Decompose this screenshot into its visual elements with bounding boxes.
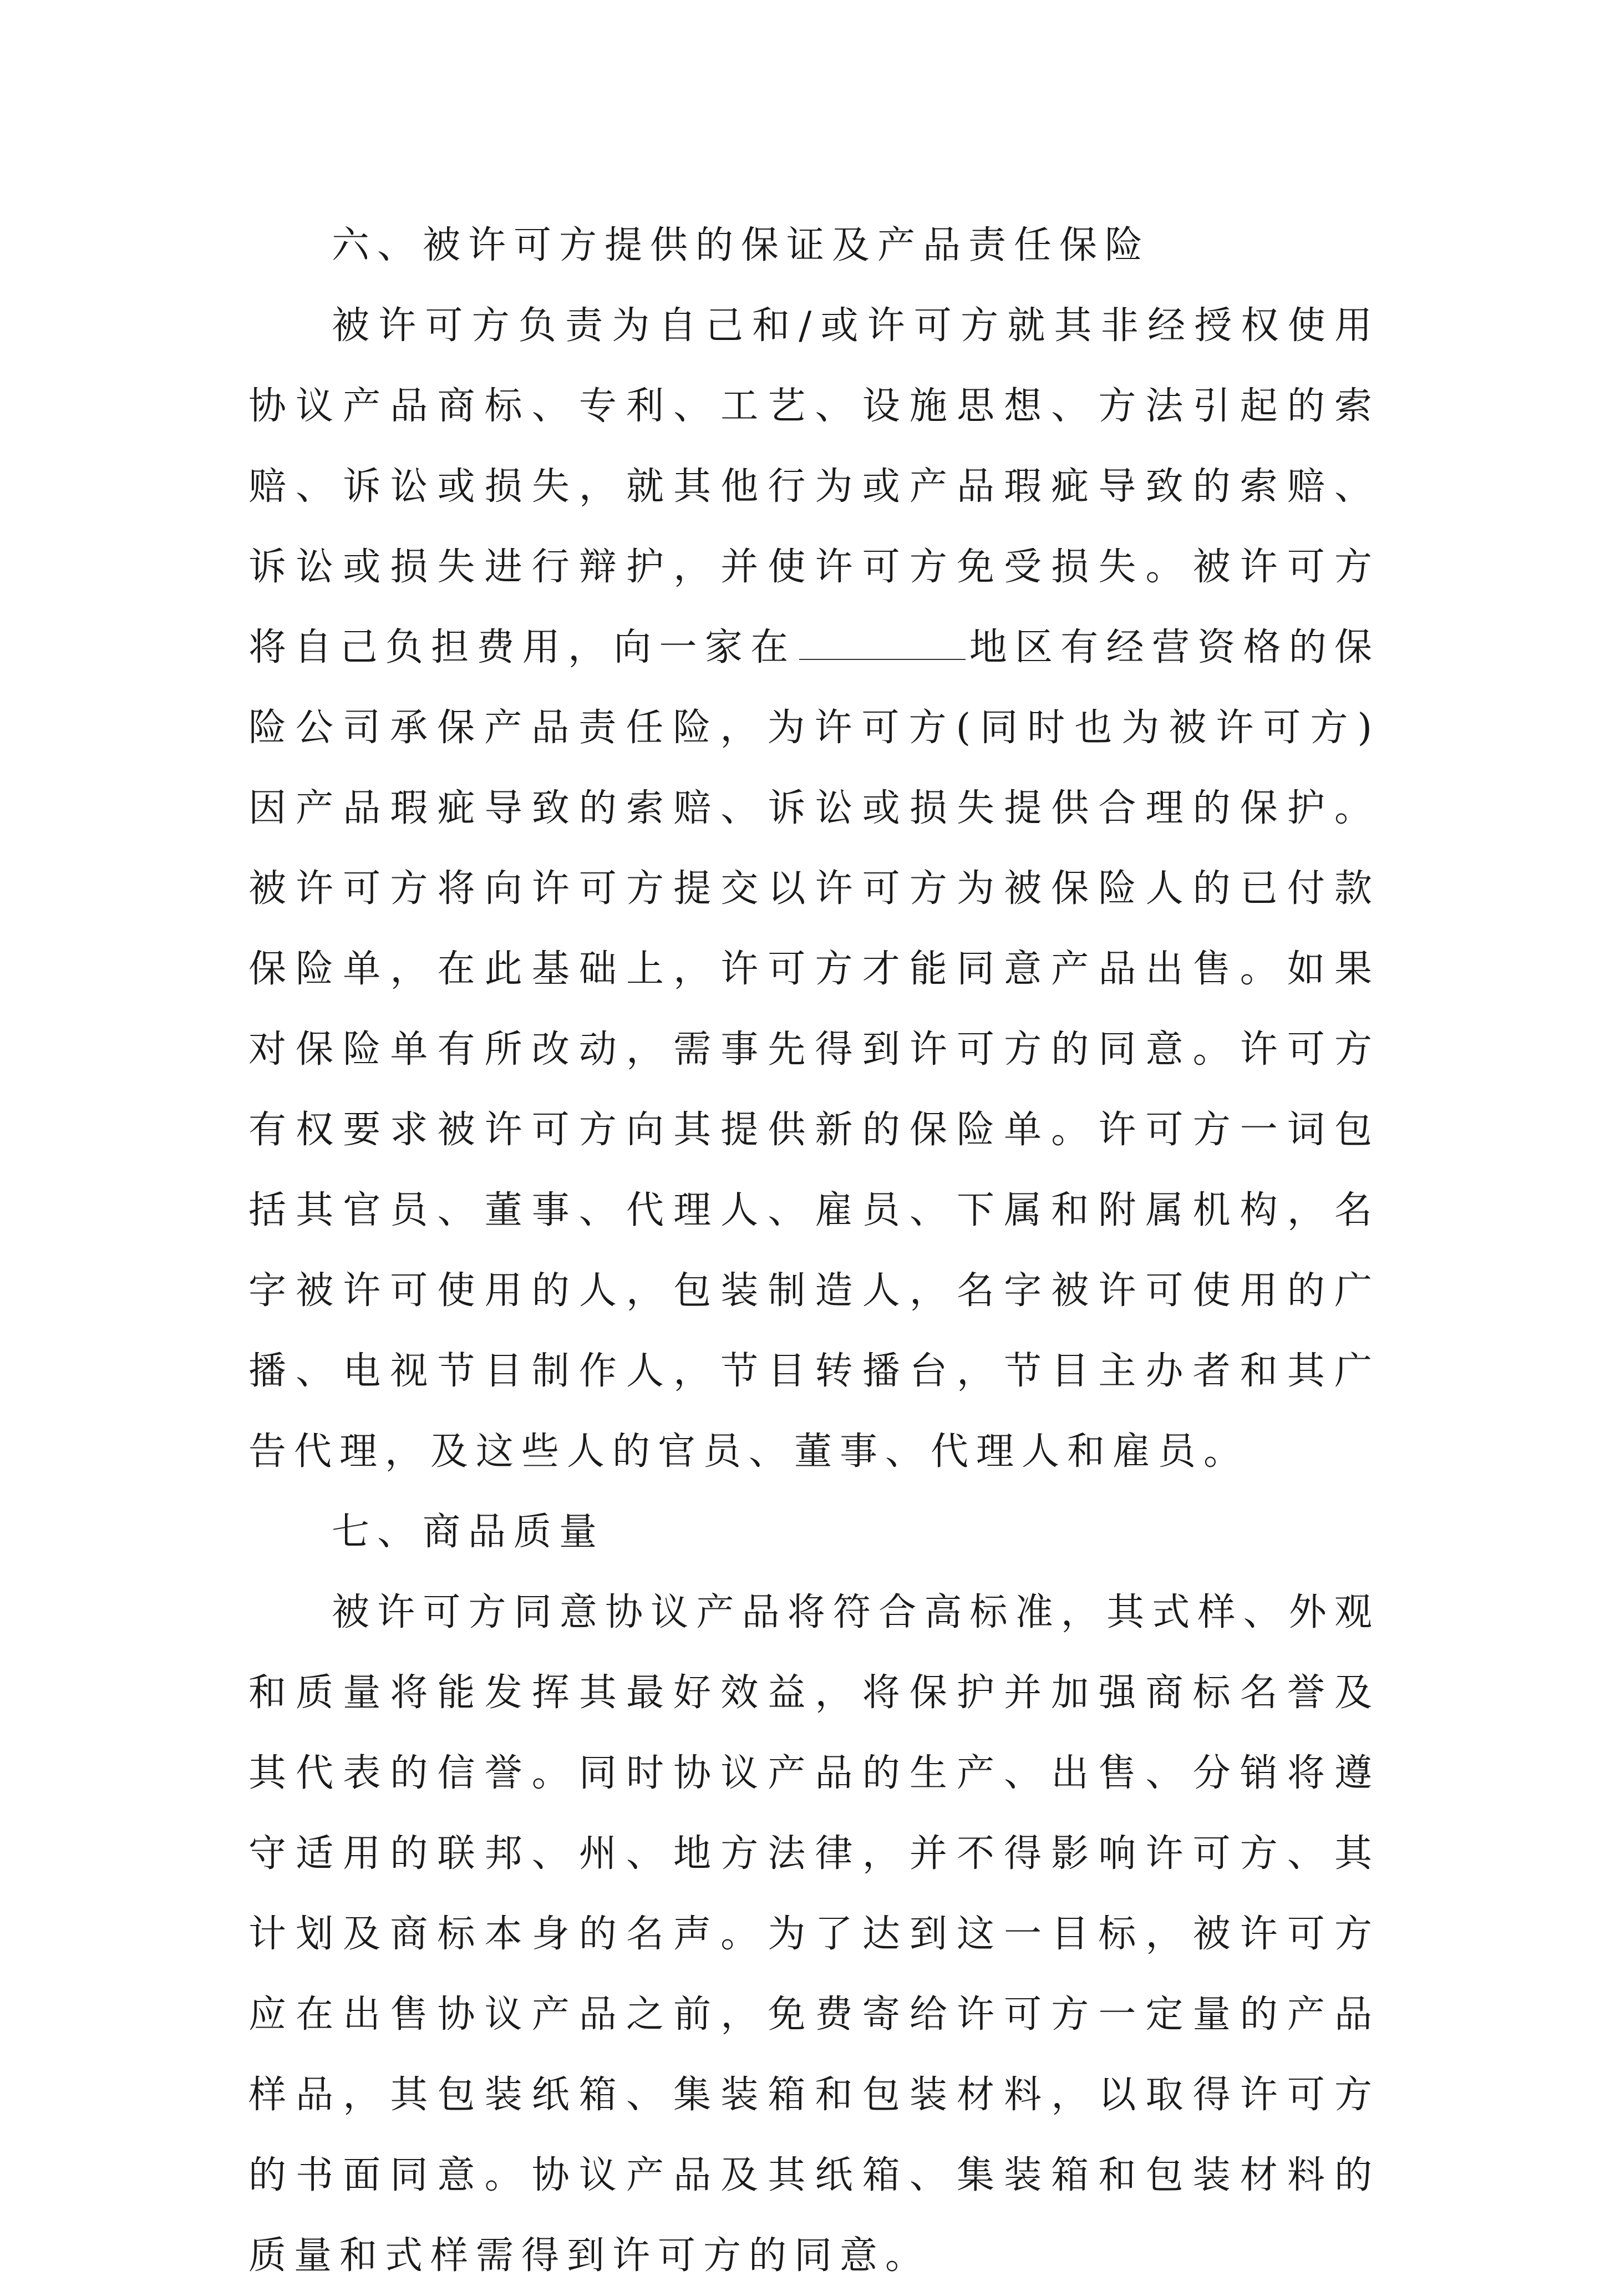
section-6-paragraph: [248, 286, 1380, 1492]
section-7-paragraph: 被许可方同意协议产品将符合高标准，其式样、外观和质量将能发挥其最好效益，将保护并加强商标名誉及其代表的信誉。同时协议产品的生产、出售、分销将遵守适用的联邦、州、地方法律，并不得影响许可方、其计划及商标本身的名声。为了达到这一目标，被许可方应在出售协议产品之前，免费寄给许可方一定量的产品样品，其包装纸箱、集装箱和包装材料，以取得许可方的书面同意。协议产品及其纸箱、集装箱和包装材料的质量和式样需得到许可方的同意。: [248, 1591, 1380, 2278]
section-6-text-part-2: 地区有经营资格的保险公司承保产品责任险，为许可方(同时也为被许可方)因产品瑕疵导致的索赔、诉讼或损失提供合理的保护。被许可方将向许可方提交以许可方为被保险人的已付款保险单，在此基础上，许可方才能同意产品出售。如果对保险单有所改动，需事先得到许可方的同意。许可方有权要求被许可方向其提供新的保险单。许可方一词包括其官员、董事、代理人、雇员、下属和附属机构，名字被许可使用的人，包装制造人，名字被许可使用的广播、电视节目制作人，节目转播台，节目主办者和其广告代理，及这些人的官员、董事、代理人和雇员。: [248, 626, 1380, 1474]
section-6-heading: 六、被许可方提供的保证及产品责任保险: [332, 223, 1151, 267]
document-body: [248, 205, 1380, 2296]
section-6-text-part-1: 被许可方负责为自己和/或许可方就其非经授权使用协议产品商标、专利、工艺、设施思想、方法引起的索赔、诉讼或损失，就其他行为或产品瑕疵导致的索赔、诉讼或损失进行辩护，并使许可方免受损失。被许可方将自己负担费用，向一家在: [248, 304, 1380, 669]
section-7-heading: 七、商品质量: [332, 1510, 605, 1554]
region-blank-field: [799, 627, 966, 660]
